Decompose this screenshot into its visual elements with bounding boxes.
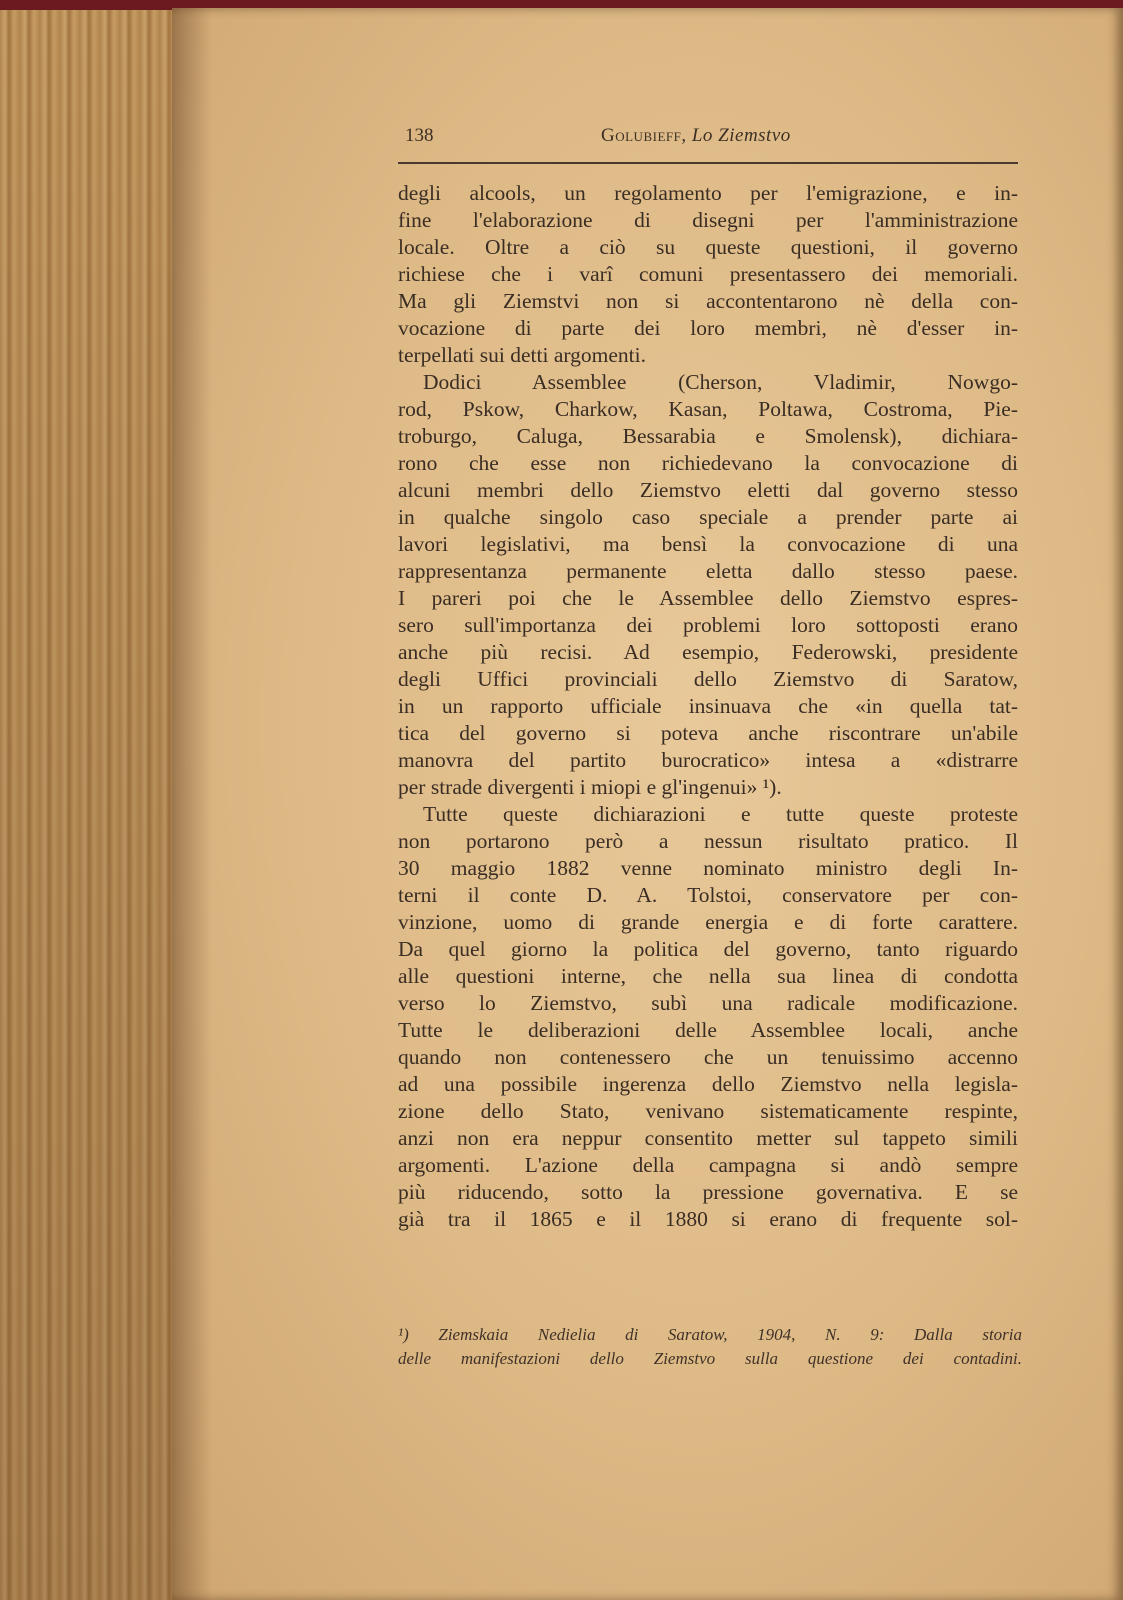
spine-shadow	[172, 8, 212, 1600]
text-line: troburgo, Caluga, Bessarabia e Smolensk), dichiara-	[398, 424, 1018, 448]
text-line: non portarono però a nessun risultato pratico. Il	[398, 829, 1018, 853]
text-line: verso lo Ziemstvo, subì una radicale modificazione.	[398, 991, 1018, 1015]
text-line: Tutte queste dichiarazioni e tutte queste proteste	[423, 802, 1018, 826]
text-line: rono che esse non richiedevano la convocazione di	[398, 451, 1018, 475]
text-line: 30 maggio 1882 venne nominato ministro degli In-	[398, 856, 1018, 880]
text-line: anche più recisi. Ad esempio, Federowski, presidente	[398, 640, 1018, 664]
text-line: vinzione, uomo di grande energia e di forte carattere.	[398, 910, 1018, 934]
text-line: Da quel giorno la politica del governo, tanto riguardo	[398, 937, 1018, 961]
running-header	[405, 125, 1025, 155]
text-line: sero sull'importanza dei problemi loro sottoposti erano	[398, 613, 1018, 637]
text-line: terpellati sui detti argomenti.	[398, 343, 646, 367]
text-line: già tra il 1865 e il 1880 si erano di frequente sol-	[398, 1207, 1018, 1231]
text-line: anzi non era neppur consentito metter sul tappeto simili	[398, 1126, 1018, 1150]
text-line: degli alcools, un regolamento per l'emigrazione, e in-	[398, 181, 1018, 205]
text-line: alcuni membri dello Ziemstvo eletti dal governo stesso	[398, 478, 1018, 502]
running-title: Golubieff, Lo Ziemstvo	[601, 125, 791, 146]
text-line: in un rapporto ufficiale insinuava che «in quella tat-	[398, 694, 1018, 718]
author-name: Golubieff	[601, 125, 682, 146]
text-line: vocazione di parte dei loro membri, nè d'esser in-	[398, 316, 1018, 340]
text-line: rod, Pskow, Charkow, Kasan, Poltawa, Costroma, Pie-	[398, 397, 1018, 421]
text-line: manovra del partito burocratico» intesa a «distrarre	[398, 748, 1018, 772]
text-line: quando non contenessero che un tenuissimo accenno	[398, 1045, 1018, 1069]
text-line: tica del governo si poteva anche riscontrare un'abile	[398, 721, 1018, 745]
text-line: alle questioni interne, che nella sua linea di condotta	[398, 964, 1018, 988]
text-line: Ma gli Ziemstvi non si accontentarono nè della con-	[398, 289, 1018, 313]
text-line: argomenti. L'azione della campagna si andò sempre	[398, 1153, 1018, 1177]
page-number: 138	[405, 125, 434, 146]
text-line: terni il conte D. A. Tolstoi, conservatore per con-	[398, 883, 1018, 907]
text-line: in qualche singolo caso speciale a prender parte ai	[398, 505, 1018, 529]
work-title: Lo Ziemstvo	[691, 125, 791, 146]
text-line: rappresentanza permanente eletta dallo stesso paese.	[398, 559, 1018, 583]
text-line: per strade divergenti i miopi e gl'ingenui» ¹).	[398, 775, 782, 799]
text-line: più riducendo, sotto la pressione governativa. E se	[398, 1180, 1018, 1204]
body-text	[398, 180, 1018, 1233]
text-line: lavori legislativi, ma bensì la convocazione di una	[398, 532, 1018, 556]
text-line: Tutte le deliberazioni delle Assemblee locali, anche	[398, 1018, 1018, 1042]
page-edges	[0, 10, 185, 1600]
footnote-line: ¹) Ziemskaia Nedielia di Saratow, 1904, N. 9: Dalla storia	[398, 1325, 1022, 1344]
footnote	[398, 1323, 1022, 1371]
text-line: degli Uffici provinciali dello Ziemstvo di Saratow,	[398, 667, 1018, 691]
header-rule	[398, 162, 1018, 164]
text-line: ad una possibile ingerenza dello Ziemstvo nella legisla-	[398, 1072, 1018, 1096]
text-line: zione dello Stato, venivano sistematicamente respinte,	[398, 1099, 1018, 1123]
text-line: Dodici Assemblee (Cherson, Vladimir, Nowgo-	[423, 370, 1018, 394]
text-line: locale. Oltre a ciò su queste questioni, il governo	[398, 235, 1018, 259]
footnote-line: delle manifestazioni dello Ziemstvo sulla questione dei contadini.	[398, 1349, 1022, 1368]
text-line: I pareri poi che le Assemblee dello Ziemstvo espres-	[398, 586, 1018, 610]
text-line: richiese che i varî comuni presentassero dei memoriali.	[398, 262, 1018, 286]
text-line: fine l'elaborazione di disegni per l'amministrazione	[398, 208, 1018, 232]
